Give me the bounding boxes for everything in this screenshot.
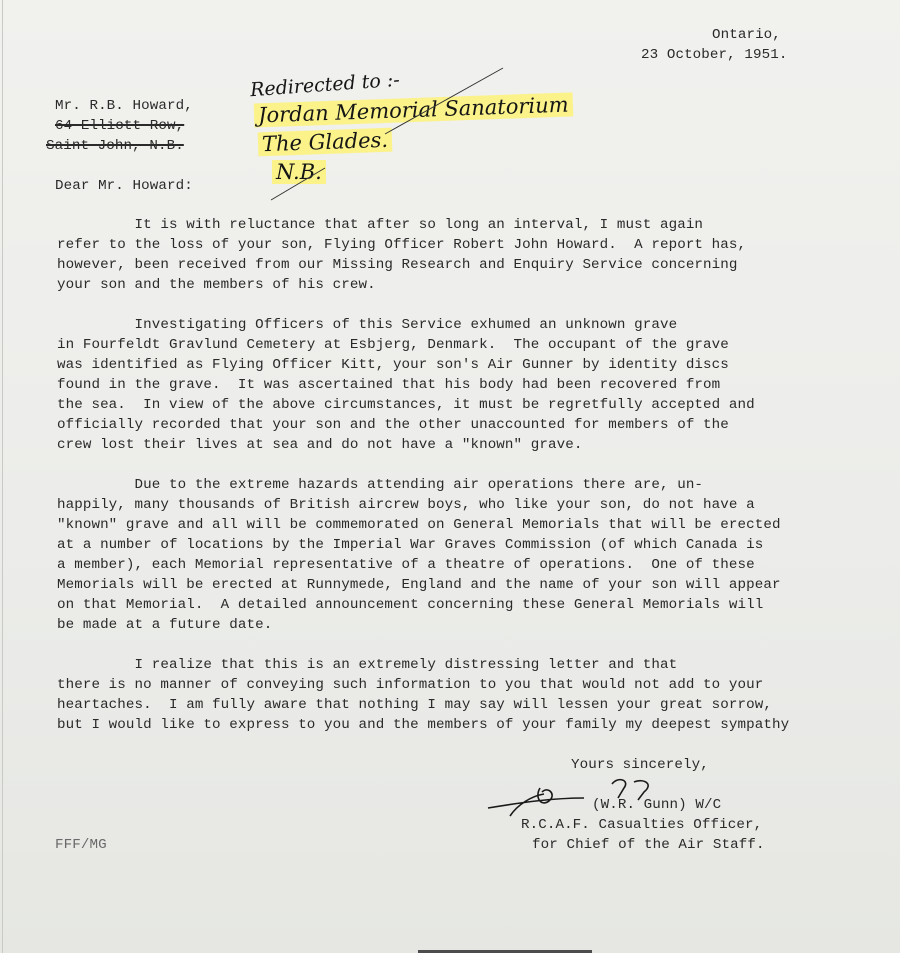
addressee-city-struck: Saint John, N.B. [46, 138, 184, 154]
body-line: the sea. In view of the above circumstances, it must be regretfully accepted and [57, 397, 755, 413]
body-line: I realize that this is an extremely distressing letter and that [57, 657, 678, 673]
body-line: crew lost their lives at sea and do not have a "known" grave. [57, 437, 583, 453]
redirect-nb: N.B. [272, 160, 326, 184]
closing: Yours sincerely, [571, 757, 709, 773]
body-line: happily, many thousands of British aircrew boys, who like your son, do not have a [57, 497, 755, 513]
body-line: be made at a future date. [57, 617, 273, 633]
body-line: in Fourfeldt Gravlund Cemetery at Esbjerg, Denmark. The occupant of the grave [57, 337, 729, 353]
body-line: there is no manner of conveying such information to you that would not add to your [57, 677, 764, 693]
body-line: was identified as Flying Officer Kitt, your son's Air Gunner by identity discs [57, 357, 729, 373]
body-line: It is with reluctance that after so long an interval, I must again [57, 217, 704, 233]
date-line: 23 October, 1951. [641, 47, 788, 63]
body-line: refer to the loss of your son, Flying Officer Robert John Howard. A report has, [57, 237, 747, 253]
body-line: found in the grave. It was ascertained that his body had been recovered from [57, 377, 721, 393]
body-line: "known" grave and all will be commemorated on General Memorials that will be erected [57, 517, 781, 533]
body-line: Memorials will be erected at Runnymede, England and the name of your son will appear [57, 577, 781, 593]
redirect-sanatorium: Jordan Memorial Sanatorium [254, 92, 573, 127]
redirect-heading: Redirected to :- [249, 68, 401, 102]
signatory-name: (W.R. Gunn) W/C [592, 797, 722, 813]
body-line: on that Memorial. A detailed announcement concerning these General Memorials will [57, 597, 764, 613]
redirect-pen-stroke [265, 64, 515, 204]
body-line: but I would like to express to you and the members of your family my deepest sympathy [57, 717, 790, 733]
addressee-street-struck: 64 Elliott Row, [55, 118, 185, 134]
body-line: heartaches. I am fully aware that nothing I may say will lessen your great sorrow, [57, 697, 772, 713]
signatory-title-2: for Chief of the Air Staff. [532, 837, 765, 853]
addressee-name: Mr. R.B. Howard, [55, 98, 193, 114]
salutation: Dear Mr. Howard: [55, 178, 193, 194]
body-line: Due to the extreme hazards attending air operations there are, un- [57, 477, 704, 493]
redirect-glades: The Glades. [258, 128, 393, 157]
body-line: at a number of locations by the Imperial War Graves Commission (of which Canada is [57, 537, 764, 553]
reference-initials: FFF/MG [55, 837, 107, 853]
body-line: Investigating Officers of this Service exhumed an unknown grave [57, 317, 678, 333]
body-line: a member), each Memorial representative of a theatre of operations. One of these [57, 557, 755, 573]
body-line: officially recorded that your son and the other unaccounted for members of the [57, 417, 729, 433]
body-line: your son and the members of his crew. [57, 277, 376, 293]
place-line: Ontario, [712, 27, 781, 43]
body-line: however, been received from our Missing Research and Enquiry Service concerning [57, 257, 738, 273]
signatory-title: R.C.A.F. Casualties Officer, [521, 817, 763, 833]
